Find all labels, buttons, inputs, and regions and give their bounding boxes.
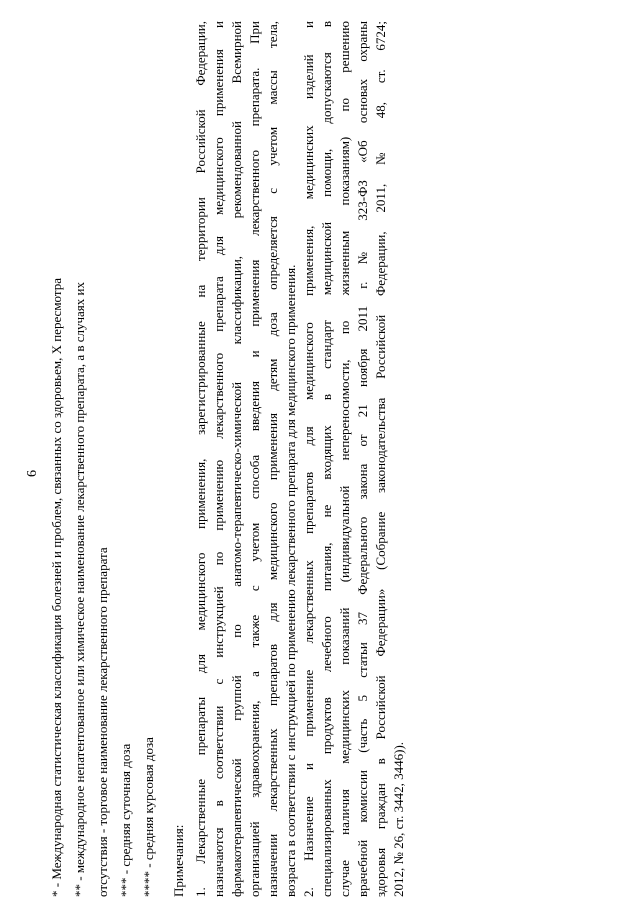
note-line: случае наличия медицинских показаний (индивидуальной непереносимости, по жизненным показаниям) по решению xyxy=(337,21,352,897)
legend-line: **** - средняя курсовая доза xyxy=(141,737,156,897)
note-line: 2012, № 26, ст. 3442, 3446)). xyxy=(391,741,406,897)
note-line: 1. Лекарственные препараты для медицинского применения, зарегистрированные на территории Российской Федерации, xyxy=(193,21,208,897)
note-line: организацией здравоохранения, а также с учетом способа введения и применения лекарственного препарата. При xyxy=(247,21,262,897)
note-line: назначаются в соответствии с инструкцией по применению лекарственного препарата для медицинского применения и xyxy=(211,21,226,897)
note-line: врачебной комиссии (часть 5 статьи 37 Федерального закона от 21 ноября 2011 г. № 323-ФЗ «Об основах охраны xyxy=(355,21,370,897)
note-line: фармакотерапевтической группой по анатомо-терапевтическо-химической классификации, рекомендованной Всемирной xyxy=(229,21,244,897)
page-number: 6 xyxy=(25,470,40,477)
note-line: специализированных продуктов лечебного питания, не входящих в стандарт медицинской помощи, допускаются в xyxy=(319,21,334,897)
note-line: здоровья граждан в Российской Федерации» (Собрание законодательства Российской Федерации, 2011, № 48, ст. 6724; xyxy=(373,21,388,897)
notes-heading: Примечания: xyxy=(171,824,186,897)
note-line: возраста в соответствии с инструкцией по применению лекарственного препарата для медицинского применения. xyxy=(283,264,298,897)
note-line: назначении лекарственных препаратов для медицинского применения детям доза определяется с учетом массы тела, xyxy=(265,21,280,897)
legend-line: ** - международное непатентованное или химическое наименование лекарственного препарата, а в случаях их xyxy=(72,282,87,897)
legend-line: * - Международная статистическая классификация болезней и проблем, связанных со здоровьем, X пересмотра xyxy=(49,278,64,897)
note-line: 2. Назначение и применение лекарственных препаратов для медицинского применения, медицинских изделий и xyxy=(301,21,316,897)
legend-line: отсутствия - торговое наименование лекарственного препарата xyxy=(95,547,110,897)
legend-line: *** - средняя суточная доза xyxy=(118,743,133,897)
